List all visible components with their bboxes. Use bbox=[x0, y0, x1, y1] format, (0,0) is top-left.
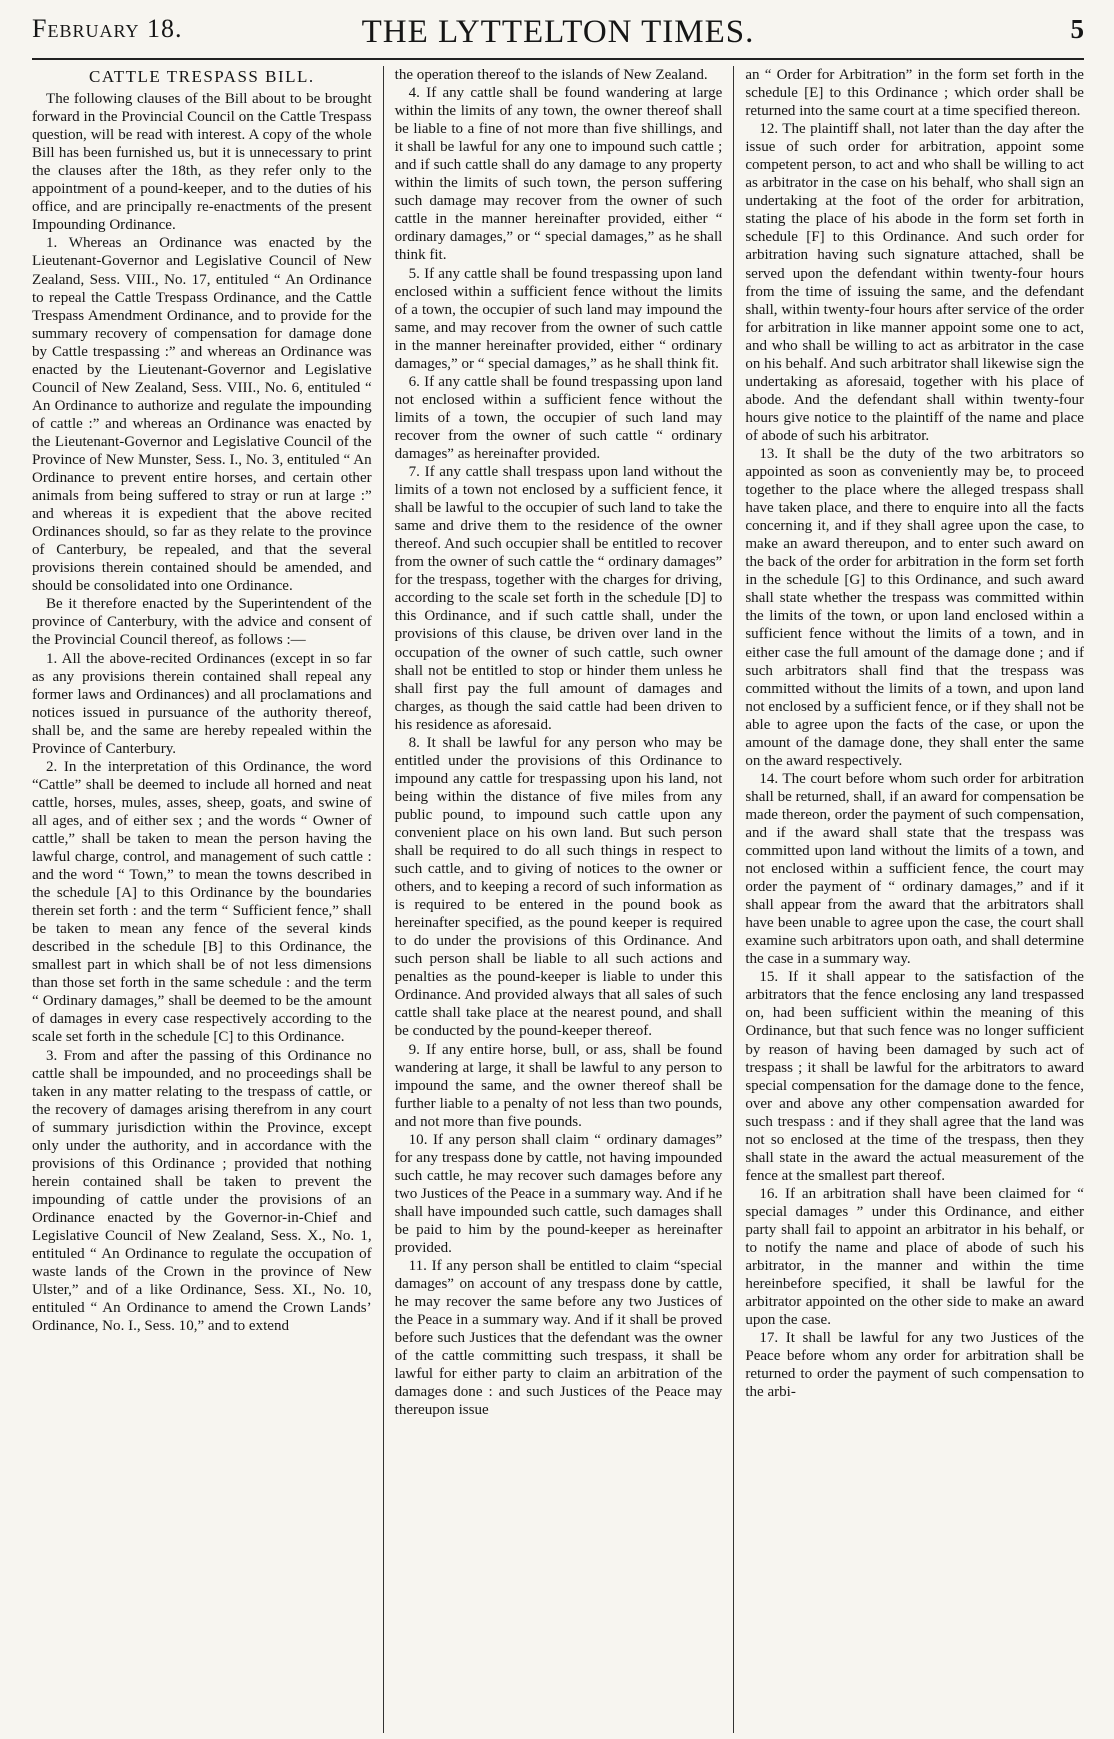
paragraph: 12. The plaintiff shall, not later than the day after the issue of such order for arbitration, appoint some competent person, to act and who shall be willing to act as arbitrator in the case on his behalf, who shall sign an undertaking at the foot of the order for arbitration, stating the place of his abode in the form set forth in schedule [F] to this Ordinance. And such order for arbitration having such signature attached, shall be served upon the defendant within twenty-four hours from the time of issuing the same, and the defendant shall, within twenty-four hours after service of the order for arbitration in like manner appoint some one to act, and who shall be willing to act as arbitrator in the case on his behalf. And such arbitrator shall likewise sign the undertaking as aforesaid, together with his place of abode. And the defendant shall within twenty-four hours give notice to the plaintiff of the name and place of abode of such his arbitrator. bbox=[745, 121, 1084, 444]
paragraph: 15. If it shall appear to the satisfaction of the arbitrators that the fence enclosing any land trespassed on, had been sufficient within the meaning of this Ordinance, but that such fence was no longer sufficient by reason of having been damaged by such act of trespass ; it shall be lawful for the arbitrators to award special compensation for the damage done to the fence, over and above any other compensation awarded for such trespass : and if they shall agree that the land was not so enclosed at the time of the trespass, then they shall state in the award the actual measurement of the fence at the smallest part thereof. bbox=[745, 969, 1084, 1184]
paragraph: 3. From and after the passing of this Ordinance no cattle shall be impounded, and no proceedings shall be taken in any matter relating to the trespass of cattle, or the recovery of damages arising therefrom in any court of summary jurisdiction within the Province, except only under the authority, and in accordance with the provisions of this Ordinance ; provided that nothing herein contained shall be taken to prevent the impounding of cattle under the provisions of an Ordinance enacted by the Governor-in-Chief and Legislative Council of New Zealand, Sess. X., No. 1, entituled “ An Ordinance to regulate the occupation of waste lands of the Crown in the province of New Ulster,” and of a like Ordinance, Sess. XI., No. 10, entituled “ An Ordinance to amend the Crown Lands’ Ordinance, No. I., Sess. 10,” and to extend bbox=[32, 1047, 372, 1335]
paragraph: 11. If any person shall be entitled to claim “special damages” on account of any trespass done by cattle, he may recover the same before any two Justices of the Peace in a summary way. And if it shall be proved before such Justices that the defendant was the owner of the cattle committing such trespass, it shall be lawful for either party to claim an arbitration of the damages done : and such Justices of the Peace may thereupon issue bbox=[394, 1258, 723, 1419]
paragraph: 9. If any entire horse, bull, or ass, shall be found wandering at large, it shall be lawful to any person to impound the same, and the owner thereof shall be further liable to a penalty of not less than two pounds, and not more than five pounds. bbox=[394, 1041, 723, 1130]
paragraph: 16. If an arbitration shall have been claimed for “ special damages ” under this Ordinance, and either party shall fail to appoint an arbitrator in his behalf, or to notify the name and place of abode of such his arbitrator, in the manner and within the time hereinbefore specified, it shall be lawful for the arbitrator appointed on the other side to make an award upon the case. bbox=[745, 1185, 1084, 1329]
newspaper-title: THE LYTTELTON TIMES. bbox=[361, 14, 755, 50]
paragraph-continued: an “ Order for Arbitration” in the form set forth in the schedule [E] to this Ordinance ; which order shall be returned into the same court at a time specified thereon. bbox=[745, 67, 1084, 120]
paragraph: 2. In the interpretation of this Ordinance, the word “Cattle” shall be deemed to include all horned and neat cattle, horses, mules, asses, sheep, goats, and swine of all ages, and of either sex ; and the words “ Owner of cattle,” shall be taken to mean the person having the lawful charge, control, and management of such cattle : and the word “ Town,” to mean the towns described in the schedule [A] to this Ordinance by the boundaries therein set forth : and the term “ Sufficient fence,” shall be taken to mean any fence of the several kinds described in the schedule [B] to this Ordinance, the smallest part in which shall be of not less dimensions than those set forth in the same schedule : and the term “ Ordinary damages,” shall be deemed to be the amount of damages in every case respectively according to the scale set forth in the schedule [C] to this Ordinance. bbox=[32, 758, 372, 1046]
issue-date: February 18. bbox=[32, 14, 183, 43]
page-number: 5 bbox=[1070, 14, 1084, 44]
paragraph-continued: the operation thereof to the islands of New Zealand. bbox=[394, 67, 708, 83]
column-3 bbox=[733, 66, 1084, 1733]
masthead bbox=[32, 6, 1084, 60]
paragraph: 8. It shall be lawful for any person who may be entitled under the provisions of this Ordinance to impound any cattle for trespassing upon his land, not being within the distance of five miles from any public pound, to impound such cattle upon any convenient place on his own land. But such person shall be required to do all such things in respect to such cattle, and to giving of notices to the owner or others, and to keeping a record of such information as is required to be entered in the pound book as hereinafter specified, as the pound keeper is required to do under the provisions of this Ordinance. And such person shall be liable to all such actions and penalties as the pound-keeper is liable to under this Ordinance. And provided always that all sales of such cattle shall take place at the nearest pound, and shall be conducted by the pound-keeper thereof. bbox=[394, 734, 723, 1040]
column-2 bbox=[383, 66, 734, 1733]
paragraph: The following clauses of the Bill about to be brought forward in the Provincial Council on the Cattle Trespass question, will be read with interest. A copy of the whole Bill has been furnished us, but it is unnecessary to print the clauses after the 18th, as they refer only to the appointment of a pound-keeper, and to the duties of his office, and are principally re-enactments of the present Impounding Ordinance. bbox=[32, 91, 372, 234]
column-1 bbox=[32, 66, 383, 1733]
paragraph: 14. The court before whom such order for arbitration shall be returned, shall, if an award for compensation be made thereon, order the payment of such compensation, and if the award shall state that the trespass was committed upon land without the limits of a town, and not enclosed within a sufficient fence, the court may order the payment of “ ordinary damages,” and if it shall appear from the award that the arbitrators shall have been unable to agree upon the case, the court shall examine such arbitrators upon oath, and shall determine the case in a summary way. bbox=[745, 770, 1084, 968]
paragraph: 1. All the above-recited Ordinances (except in so far as any provisions therein contained shall repeal any former laws and Ordinances) and all proclamations and notices issued in pursuance of the authority thereof, shall be, and the same are hereby repealed within the Province of Canterbury. bbox=[32, 650, 372, 757]
paragraph: 1. Whereas an Ordinance was enacted by the Lieutenant-Governor and Legislative Council of New Zealand, Sess. VIII., No. 17, entituled “ An Ordinance to repeal the Cattle Trespass Ordinance, and the Cattle Trespass Amendment Ordinance, and to provide for the summary recovery of compensation for damage done by Cattle trespassing :” and whereas an Ordinance was enacted by the Lieutenant-Governor and Legislative Council of New Zealand, Sess. VIII., No. 6, entituled “ An Ordinance to authorize and regulate the impounding of cattle :” and whereas an Ordinance was enacted by the Lieutenant-Governor and Legislative Council of the Province of New Munster, Sess. I., No. 3, entituled “ An Ordinance to prevent entire horses, and certain other animals from being suffered to stray or run at large :” and whereas it is expedient that the above recited Ordinances should, so far as they relate to the province of Canterbury, be repealed, and that the several provisions therein contained should be amended, and should be consolidated into one Ordinance. bbox=[32, 235, 372, 595]
paragraph: 6. If any cattle shall be found trespassing upon land not enclosed within a sufficient fence without the limits of a town, the occupier of such land may recover from the owner of such cattle “ ordinary damages” as hereinafter provided. bbox=[394, 373, 723, 462]
article-columns bbox=[32, 66, 1084, 1733]
paragraph: Be it therefore enacted by the Superintendent of the province of Canterbury, with the advice and consent of the Provincial Council thereof, as follows :— bbox=[32, 596, 372, 649]
paragraph: 17. It shall be lawful for any two Justices of the Peace before whom any order for arbitration shall be returned to order the payment of such compensation to the arbi- bbox=[745, 1330, 1084, 1401]
paragraph: 10. If any person shall claim “ ordinary damages” for any trespass done by cattle, not having impounded such cattle, he may recover such damages before any two Justices of the Peace in a summary way. And if he shall have impounded such cattle, such damages shall be paid to him by the pound-keeper as hereinafter provided. bbox=[394, 1131, 723, 1257]
article-heading: CATTLE TRESPASS BILL. bbox=[89, 67, 315, 86]
paragraph: 13. It shall be the duty of the two arbitrators so appointed as soon as conveniently may be, to proceed together to the place where the alleged trespass shall have taken place, and there to enquire into all the facts concerning it, and if they shall agree upon the case, to make an award thereupon, and to enter such award on the back of the order for arbitration in the form set forth in the schedule [G] to this Ordinance, and such award shall state whether the trespass was committed within the limits of the town, or upon land enclosed within a sufficient fence without the limits of a town, and in either case the full amount of the damage done ; and if such arbitrators shall find that the trespass was committed without the limits of a town, and upon land not enclosed by a sufficient fence, or if they shall not be able to agree upon the facts of the case, or upon the amount of the damage done, they shall enter the same on the award respectively. bbox=[745, 445, 1084, 769]
paragraph: 4. If any cattle shall be found wandering at large within the limits of any town, the owner thereof shall be liable to a fine of not more than five shillings, and it shall be lawful for any one to impound such cattle ; and if such cattle shall do any damage to any property within the limits of such town, the person suffering such damage may recover from the owner of such cattle in the manner hereinafter provided, either “ ordinary damages,” or “ special damages,” as he shall think fit. bbox=[394, 85, 723, 264]
paragraph: 7. If any cattle shall trespass upon land without the limits of a town not enclosed by a sufficient fence, it shall be lawful to the occupier of such land to take the same and drive them to the residence of the owner thereof. And such occupier shall be entitled to recover from the owner of such cattle the “ ordinary damages” for the trespass, together with the charges for driving, according to the scale set forth in the schedule [D] to this Ordinance, and if such cattle shall, under the provisions of this clause, be driven over land in the occupation of the owner of such cattle, such owner shall not be entitled to stop or hinder them unless he shall first pay the full amount of damages and charges, as though the said cattle had been driven to his residence as aforesaid. bbox=[394, 464, 723, 733]
paragraph: 5. If any cattle shall be found trespassing upon land enclosed within a sufficient fence without the limits of a town, the occupier of such land may impound the same, and may recover from the owner of such cattle in the manner hereinafter provided, either “ ordinary damages,” or “ special damages,” as he shall think fit. bbox=[394, 265, 723, 372]
